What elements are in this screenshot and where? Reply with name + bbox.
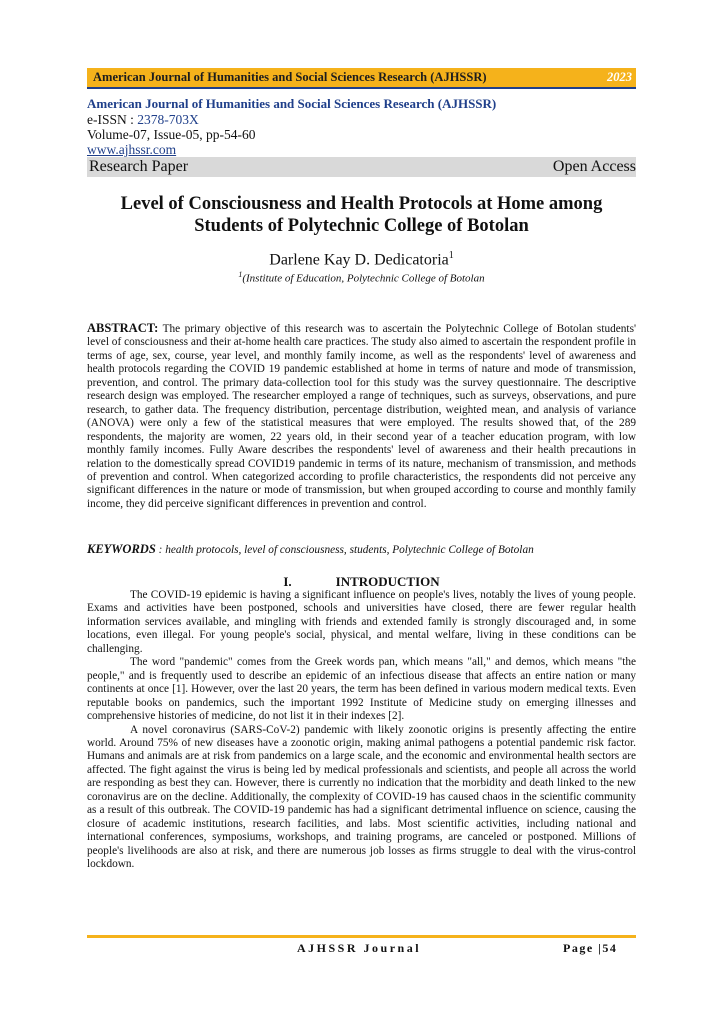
section-heading <box>87 574 636 590</box>
issn <box>87 112 199 127</box>
header-band-year: 2023 <box>607 70 632 84</box>
volume-info: Volume-07, Issue-05, pp-54-60 <box>87 127 256 142</box>
section-number: I. <box>283 574 292 589</box>
footer-journal: AJHSSR Journal <box>297 941 422 955</box>
keywords <box>87 543 636 557</box>
issn-number: 2378-703X <box>137 112 199 127</box>
abstract-label: ABSTRACT: <box>87 321 159 335</box>
author <box>87 250 636 269</box>
footer-rule <box>87 935 636 938</box>
paragraph: The word "pandemic" comes from the Greek words pan, which means "all," and demos, which means "the people," and is frequently used to describe an epidemic of an infectious disease that affects an entire nation or many continents at once [1]. However, over the last 20 years, the term has been defined in various modern medical texts. Even reputable books on pandemics, such the important 1992 Institute of Medicine study on emerging illnesses and comprehensive histories of medicine, do not list it in their indexes [2]. <box>87 656 636 723</box>
paper-title: Level of Consciousness and Health Protocols at Home among Students of Polytechnic College of Botolan <box>120 194 603 236</box>
keywords-text: : health protocols, level of consciousness, students, Polytechnic College of Botolan <box>155 544 534 556</box>
affiliation <box>87 270 636 285</box>
abstract-text: The primary objective of this research was to ascertain the Polytechnic College of Botolan students' level of consciousness and their at-home health care practices. The study also aimed to ascertain the respondent profile in terms of age, sex, course, year level, and monthly family income, as well as the respondents' level of awareness and health protocols regarding the COVID 19 pandemic established at home in terms of nature and mode of transmission, prevention, and control. The primary data-collection tool for this study was the survey questionnaire. The descriptive research design was employed. The researcher employed a range of techniques, such as surveys, observations, and pure research, to gather data. The frequency distribution, percentage distribution, weighted mean, and analysis of variance (ANOVA) were only a few of the statistical measures that were employed. The results showed that, of the 289 respondents, the majority are women, 22 years old, in their second year of a teacher education program, with low monthly family incomes. Fully Aware describes the respondents' level of awareness and their health precautions in relation to the domestically spread COVID19 pandemic in terms of its nature, mechanism of transmission, and methods of prevention and control. When categorized according to profile characteristics, the respondents did not perceive any significant differences in the nature or mode of transmission, but when grouped according to course and monthly family income, they did perceive significant differences in prevention and control. <box>87 323 636 510</box>
access-type: Open Access <box>552 158 636 175</box>
journal-name: American Journal of Humanities and Social Sciences Research (AJHSSR) <box>87 96 497 111</box>
affiliation-sup: 1 <box>238 270 243 279</box>
author-name: Darlene Kay D. Dedicatoria <box>269 251 449 269</box>
affiliation-text: (Institute of Education, Polytechnic College of Botolan <box>242 272 485 285</box>
footer-page <box>563 941 617 956</box>
journal-link[interactable]: www.ajhssr.com <box>87 142 177 157</box>
paragraph: A novel coronavirus (SARS-CoV-2) pandemic with likely zoonotic origins is presently affecting the entire world. Around 75% of new diseases have a zoonotic origin, making animal pathogens a potential pandemic risk factor. Humans and animals are at risk from pandemics on a large scale, and the economic and environmental health sectors are affected. The fight against the virus is being led by medical professionals and scientists, and people all across the world are responding as best they can. However, there is currently no indication that the morbidity and death linked to the new coronavirus are on the decline. Additionally, the complexity of COVID-19 has caused chaos in the scientific community as a result of this outbreak. The COVID-19 pandemic has had a significant detrimental influence on science, causing the closure of academic institutions, research facilities, and labs. Most scientific activities, including national and international conferences, symposiums, workshops, and training programs, are canceled or postponed. Millions of people's livelihoods are also at risk, and there are numerous job losses as firms struggle to deal with the virus-control lockdown. <box>87 723 636 871</box>
header-band-journal: American Journal of Humanities and Social Sciences Research (AJHSSR) <box>93 70 487 84</box>
paper-type: Research Paper <box>89 158 189 175</box>
author-sup: 1 <box>448 250 454 261</box>
page-label: Page | <box>563 941 603 955</box>
keywords-label: KEYWORDS <box>87 542 156 556</box>
issn-label: e-ISSN : <box>87 112 138 127</box>
abstract <box>87 322 636 511</box>
section-title: INTRODUCTION <box>335 574 440 589</box>
introduction-body <box>87 589 636 872</box>
page-number: 54 <box>602 941 618 955</box>
paragraph: The COVID-19 epidemic is having a significant influence on people's lives, notably the lives of young people. Exams and activities have been postponed, schools and universities have closed, there are fewer regular health information services available, and mingling with friends and extended family is strongly discouraged and, in some locations, even illegal. For young people's social, physical, and mental welfare, living in these conditions can be challenging. <box>87 589 636 655</box>
